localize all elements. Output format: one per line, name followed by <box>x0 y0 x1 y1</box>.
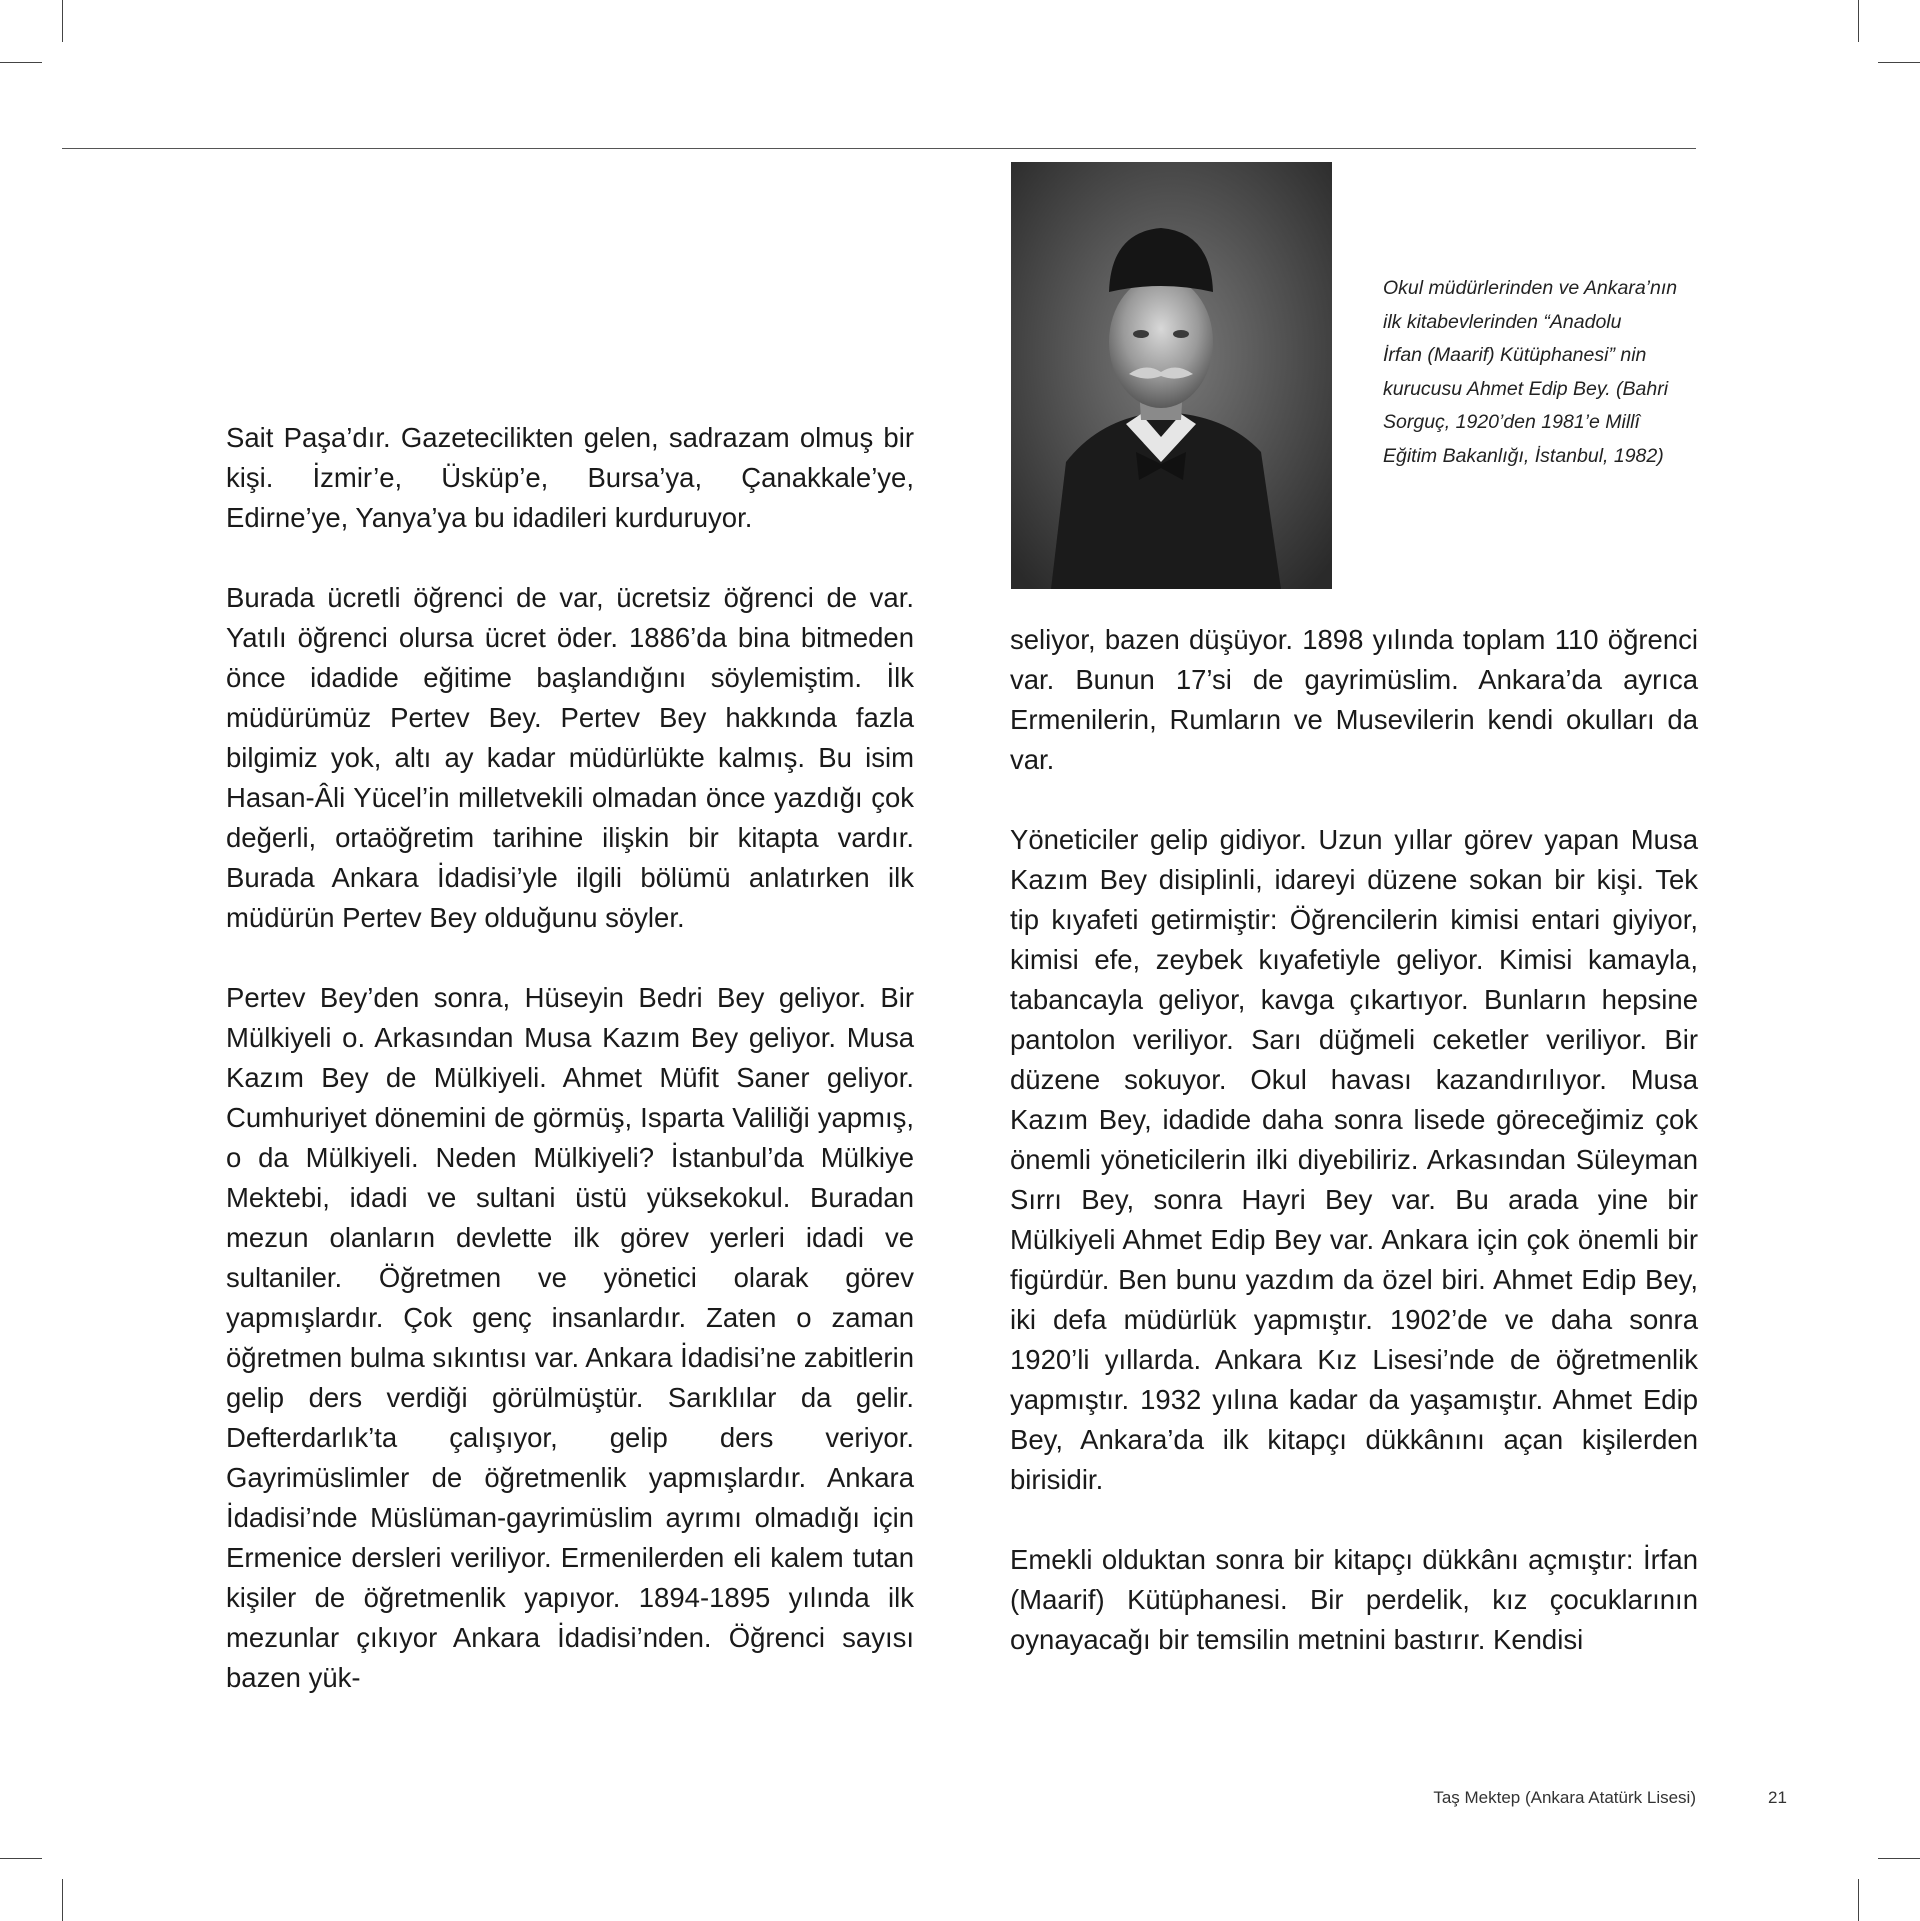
crop-mark-top-left <box>62 0 63 42</box>
caption-line: ilk kitabevlerinden “Anadolu <box>1383 310 1622 333</box>
caption-line: Eğitim Bakanlığı, İstanbul, 1982) <box>1383 444 1664 467</box>
crop-mark-top-right <box>1858 0 1859 42</box>
crop-mark-bottom-left <box>62 1879 63 1921</box>
caption-line: kurucusu Ahmet Edip Bey. (Bahri <box>1383 377 1669 400</box>
crop-mark-bottom-right <box>1858 1879 1859 1921</box>
page-number: 21 <box>1768 1788 1787 1807</box>
photo-caption <box>1383 272 1713 473</box>
caption-line: Sorguç, 1920’den 1981’e Millî <box>1383 411 1640 433</box>
caption-line: İrfan (Maarif) Kütüphanesi” nin <box>1383 344 1647 366</box>
right-text-column <box>1010 620 1698 1660</box>
portrait-illustration <box>1011 162 1332 589</box>
running-footer-title: Taş Mektep (Ankara Atatürk Lisesi) <box>1433 1788 1696 1807</box>
crop-mark-top-left-h <box>0 62 42 63</box>
portrait-photo <box>1011 162 1332 589</box>
paragraph: Pertev Bey’den sonra, Hüseyin Bedri Bey geliyor. Bir Mülkiyeli o. Arkasından Musa Kazım Bey geliyor. Musa Kazım Bey de Mülkiyeli. Ahmet Müfit Saner geliyor. Cumhuriyet dönemini de görmüş, Isparta Valiliği yapmış, o da Mülkiyeli. Neden Mülkiyeli? İstanbul’da Mülkiye Mektebi, idadi ve sultani üstü yüksekokul. Buradan mezun olanların devlette ilk görev yerleri idadi ve sultaniler. Öğretmen ve yönetici olarak görev yapmışlardır. Çok genç insanlardır. Zaten o zaman öğretmen bulma sıkıntısı var. Ankara İdadisi’ne zabitlerin gelip ders verdiği görülmüştür. Sarıklılar da gelir. Defterdarlık’ta çalışıyor, gelip ders veriyor. Gayrimüslimler de öğretmenlik yapmışlardır. Ankara İdadisi’nde Müslüman-gayrimüslim ayrımı olmadığı için Ermenice dersleri veriliyor. Ermenilerden eli kalem tutan kişiler de öğretmenlik yapıyor. 1894-1895 yılında ilk mezunlar çıkıyor Ankara İdadisi’nden. Öğrenci sayısı bazen yük- <box>226 982 914 1693</box>
paragraph: Yöneticiler gelip gidiyor. Uzun yıllar görev yapan Musa Kazım Bey disiplinli, idareyi düzene sokan bir kişi. Tek tip kıyafeti getirmiştir: Öğrencilerin kimisi entari giyiyor, kimisi efe, zeybek kıyafetiyle geliyor. Kimisi kamayla, tabancayla geliyor, kavga çıkartıyor. Bunların hepsine pantolon veriliyor. Sarı düğmeli ceketler veriliyor. Bir düzene sokuyor. Okul havası kazandırılıyor. Musa Kazım Bey, idadide daha sonra lisede göreceğimiz çok önemli yöneticilerin ilki diyebiliriz. Arkasından Süleyman Sırrı Bey, sonra Hayri Bey var. Bu arada yine bir Mülkiyeli Ahmet Edip Bey var. Ankara için çok önemli bir figürdür. Ben bunu yazdım da özel biri. Ahmet Edip Bey, iki defa müdürlük yapmıştır. 1902’de ve daha sonra 1920’li yıllarda. Ankara Kız Lisesi’nde de öğretmenlik yapmıştır. 1932 yılına kadar da yaşamıştır. Ahmet Edip Bey, Ankara’da ilk kitapçı dükkânını açan kişilerden birisidir. <box>1010 824 1698 1495</box>
paragraph: seliyor, bazen düşüyor. 1898 yılında toplam 110 öğrenci var. Bunun 17’si de gayrimüslim. Ankara’da ayrıca Ermenilerin, Rumların ve Musevilerin kendi okulları da var. <box>1010 624 1698 775</box>
header-rule <box>62 148 1696 149</box>
crop-mark-top-right-h <box>1878 62 1920 63</box>
left-text-column <box>226 418 914 1698</box>
paragraph: Emekli olduktan sonra bir kitapçı dükkânı açmıştır: İrfan (Maarif) Kütüphanesi. Bir perdelik, kız çocuklarının oynayacağı bir temsilin metnini bastırır. Kendisi <box>1010 1544 1698 1655</box>
paragraph: Sait Paşa’dır. Gazetecilikten gelen, sadrazam olmuş bir kişi. İzmir’e, Üsküp’e, Bursa’ya, Çanakkale’ye, Edirne’ye, Yanya’ya bu idadileri kurduruyor. <box>226 422 914 533</box>
crop-mark-bottom-right-h <box>1878 1858 1920 1859</box>
crop-mark-bottom-left-h <box>0 1858 42 1859</box>
caption-line: Okul müdürlerinden ve Ankara’nın <box>1383 277 1678 299</box>
paragraph: Burada ücretli öğrenci de var, ücretsiz öğrenci de var. Yatılı öğrenci olursa ücret öder. 1886’da bina bitmeden önce idadide eğitime başlandığını söylemiştim. İlk müdürümüz Pertev Bey. Pertev Bey hakkında fazla bilgimiz yok, altı ay kadar müdürlükte kalmış. Bu isim Hasan-Âli Yücel’in milletvekili olmadan önce yazdığı çok değerli, ortaöğretim tarihine ilişkin bir kitapta vardır. Burada Ankara İdadisi’yle ilgili bölümü anlatırken ilk müdürün Pertev Bey olduğunu söyler. <box>226 582 914 933</box>
